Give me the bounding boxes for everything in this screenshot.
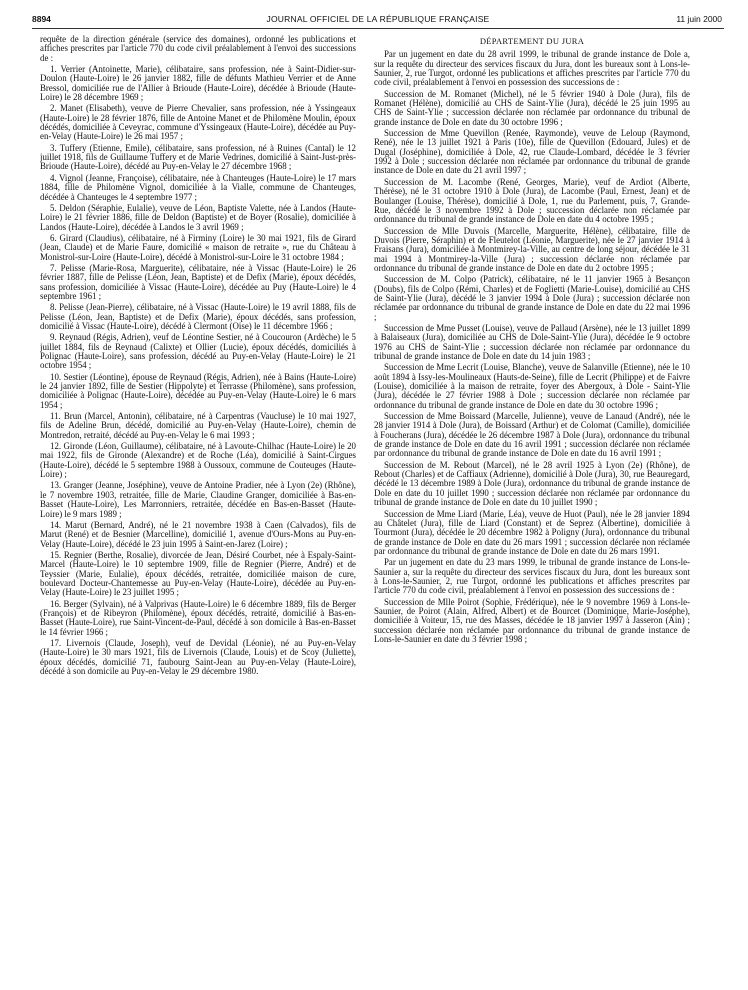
succession-paragraph: Succession de M. Rebout (Marcel), né le 28 avril 1925 à Lyon (2e) (Rhône), de Rebout (Charles) et de Caffiaux (Adrienne), domicilié à Dole (Jura), 30, rue Beauregard, décédé le 13 décembre 1989 à Dole (Jura), ordonnance du tribunal de grande instance de Dole en date du 10 juillet 1990 ; succession déclarée non réclamée par ordonnance du tribunal de grande instance de Dole en date du 10 juillet 1990 ;	[374, 459, 690, 508]
succession-entry: 3. Tuffery (Etienne, Emile), célibataire, sans profession, né à Ruines (Cantal) le 12 juillet 1918, fils de Guillaume Tuffery et de Marie Vedrines, domicilié à Saint-Just-près-Brioude (Haute-Loire), décédé au Puy-en-Velay le 27 décembre 1968 ;	[40, 142, 356, 172]
succession-entry: 8. Pelisse (Jean-Pierre), célibataire, né à Vissac (Haute-Loire) le 19 avril 1888, fils de Pelisse (Léon, Jean, Baptiste) et de Defix (Marie), époux décédés, sans profession, domicilié à Vissac (Haute-Loire), décédé à Clermont (Oise) le 11 décembre 1966 ;	[40, 302, 356, 331]
succession-paragraph: Succession de Mme Liard (Marie, Léa), veuve de Huot (Paul), née le 28 janvier 1894 au Châtelet (Jura), fille de Liard (Constant) et de Seprez (Albertine), domiciliée à Tourmont (Jura), décédée le 20 décembre 1982 à Poligny (Jura), ordonnance du tribunal de grande instance de Dole en date du 26 mars 1991 ; succession déclarée non réclamée par ordonnance du tribunal de grande instance de Dole en date du 26 mars 1991.	[374, 508, 690, 556]
succession-entry: 14. Marut (Bernard, André), né le 21 novembre 1938 à Caen (Calvados), fils de Marut (René) et de Besnier (Marcelline), domicilié 1, avenue d'Ours-Mons au Puy-en-Velay (Haute-Loire), décédé le 23 juin 1995 à Saint-en-Jarez (Loire) ;	[40, 519, 356, 549]
succession-paragraph: Succession de Mme Pusset (Louise), veuve de Pallaud (Arsène), née le 13 juillet 1899 à Balaiseaux (Jura), domiciliée au CHS de Dole-Saint-Ylie (Jura), décédée le 9 octobre 1976 au CHS de Saint-Ylie ; succession déclarée non réclamée par ordonnance du tribunal de grande instance de Dole en date du 14 juin 1983 ;	[374, 322, 690, 361]
succession-paragraph: Succession de M. Colpo (Patrick), célibataire, né le 11 janvier 1965 à Besançon (Doubs), fils de Colpo (Rémi, Charles) et de Foglietti (Marie-Louise), domicilié au CHS de Saint-Ylie (Jura), décédé le 3 janvier 1994 à Dole (Jura) ; succession déclarée non réclamée par ordonnance du tribunal de grande instance de Dole en date du 22 mai 1996 ;	[374, 274, 690, 322]
succession-entry: 4. Vignol (Jeanne, Françoise), célibataire, née à Chanteuges (Haute-Loire) le 17 mars 1884, fille de Philomène Vignol, domiciliée à la Vialle, commune de Chanteuges, décédée à Chanteuges le 4 septembre 1977 ;	[40, 172, 356, 202]
succession-paragraph: Succession de Mlle Duvois (Marcelle, Marguerite, Hélène), célibataire, fille de Duvois (Pierre, Séraphin) et de Fleutelot (Léonie, Marguerite), née le 27 janvier 1914 à Fraisans (Jura), domiciliée à Montmirey-la-Ville, au centre de long séjour, décédée le 31 mai 1994 à Montmirey-la-Ville (Jura) ; succession déclarée non réclamée par ordonnance du tribunal de grande instance de Dole en date du 2 octobre 1995 ;	[374, 225, 690, 273]
judgment-paragraph: Par un jugement en date du 28 avril 1999, le tribunal de grande instance de Dole a, sur la requête du directeur des services fiscaux du Jura, dont les bureaux sont à Lons-le-Saunier, 2, rue Turgot, ordonné les publications et affiches prescrites par l'article 770 du code civil, préalablement à l'envoi en possession des successions de :	[374, 49, 690, 88]
succession-entry: 5. Deldon (Séraphie, Eulalie), veuve de Léon, Baptiste Valette, née à Landos (Haute-Loire) le 21 février 1886, fille de Deldon (Baptiste) et de Boyer (Rosalie), domiciliée à Landos (Haute-Loire), décédée à Landos le 3 avril 1969 ;	[40, 202, 356, 232]
left-column	[40, 35, 356, 983]
section-heading: DÉPARTEMENT DU JURA	[479, 36, 585, 46]
succession-paragraph: Succession de Mme Quevillon (Renée, Raymonde), veuve de Leloup (Raymond, René), née le 13 juillet 1921 à Paris (10e), fille de Quevillon (Edouard, Jules) et de Dugal (Joséphine), domiciliée à Dole, 42, rue Claude-Lombard, décédée le 3 février 1992 à Dole ; succession déclarée non réclamée par ordonnance du tribunal de grande instance de Dole en date du 21 avril 1997 ;	[374, 128, 690, 176]
succession-entry: 15. Regnier (Berthe, Rosalie), divorcée de Jean, Désiré Courbet, née à Espaly-Saint-Marcel (Haute-Loire) le 10 septembre 1909, fille de Regnier (Pierre, André) et de Teyssier (Marie, Eulalie), époux décédés, retraitée, domiciliée maison de cure, boulevard Docteur-Chantemesse au Puy-en-Velay (Haute-Loire), décédée au Puy-en-Velay (Haute-Loire) le 23 juillet 1995 ;	[40, 549, 356, 598]
succession-entry: 11. Brun (Marcel, Antonin), célibataire, né à Carpentras (Vaucluse) le 10 mai 1927, fils de Adeline Brun, décédé, domicilié au Puy-en-Velay (Haute-Loire), chemin de Montredon, retraité, décédé au Puy-en-Velay le 6 mai 1993 ;	[40, 411, 356, 440]
succession-entry: 7. Pelisse (Marie-Rosa, Marguerite), célibataire, née à Vissac (Haute-Loire) le 26 février 1887, fille de Pelisse (Léon, Jean, Baptiste) et de Defix (Marie), époux décédés, sans profession, domiciliée à Vissac (Haute-Loire), décédée au Puy (Haute-Loire) le 4 septembre 1961 ;	[40, 262, 356, 301]
succession-paragraph: Succession de Mlle Poirot (Sophie, Frédérique), née le 9 novembre 1969 à Lons-le-Saunier, de Poirot (Alain, Alfred, Albert) et de Bourcet (Dominique, Marie-Joséphe), domiciliée à Voiteur, 15, rue des Masses, décédée le 18 janvier 1997 à Jasseron (Ain) ; succession déclarée non réclamée par ordonnance du tribunal de grande instance de Lons-le-Saunier en date du 3 février 1998 ;	[374, 596, 690, 644]
succession-entry: 1. Verrier (Antoinette, Marie), célibataire, sans profession, née à Saint-Didier-sur-Doulon (Haute-Loire) le 26 janvier 1882, fille de défunts Mathieu Verrier et de Anne Bressol, domiciliée rue de l'Allier à Brioude (Haute-Loire), décédée à Brioude (Haute-Loire) le 28 décembre 1969 ;	[40, 64, 356, 103]
succession-entry: 6. Girard (Claudius), célibataire, né à Firminy (Loire) le 30 mai 1921, fils de Girard (Jean, Claude) et de Marie Faure, domicilié « maison de retraite », rue du Château à Monistrol-sur-Loire (Haute-Loire), décédé à Monistrol-sur-Loire le 31 octobre 1984 ;	[40, 232, 356, 262]
intro-paragraph: requête de la direction générale (service des domaines), ordonné les publications et affiches prescrites par l'article 770 du code civil préalablement à l'envoi des successions de :	[40, 35, 356, 63]
succession-paragraph: Succession de Mme Lecrit (Louise, Blanche), veuve de Salanville (Etienne), née le 10 août 1894 à Issy-les-Moulineaux (Hauts-de-Seine), fille de Lecrit (Philippe) et de Faivre (Louise), domiciliée à la maison de retraite, foyer des Abergoux, à Dole - Saint-Ylie (Jura), décédée le 27 février 1988 à Dole ; succession déclarée non réclamée par ordonnance du tribunal de grande instance de Dole en date du 30 octobre 1996 ;	[374, 362, 690, 410]
succession-entry: 13. Granger (Jeanne, Joséphine), veuve de Antoine Pradier, née à Lyon (2e) (Rhône), le 7 novembre 1903, retraitée, fille de Marie, Claudine Granger, domiciliée à Bas-en-Basset (Haute-Loire), Les Marronniers, retraitée, décédée en Bas-en-Basset (Haute-Loire) le 9 mars 1989 ;	[40, 480, 356, 519]
succession-paragraph: Succession de Mme Boissard (Marcelle, Julienne), veuve de Lanaud (André), née le 28 janvier 1914 à Dole (Jura), de Boissard (Arthur) et de Colomat (Camille), domiciliée à Foucherans (Jura), décédée le 26 décembre 1987 à Dole (Jura), ordonnance du tribunal de grande instance de Dole en date du 16 avril 1991 ; succession déclarée non réclamée par ordonnance du tribunal de grande instance de Dole en date du 16 avril 1991 ;	[374, 411, 690, 459]
succession-entry: 16. Berger (Sylvain), né à Valprivas (Haute-Loire) le 6 décembre 1889, fils de Berger (François) et de Ribeyron (Philomène), époux décédés, retraité, domicilié à Bas-en-Basset (Haute-Loire), rue Saint-Vincent-de-Paul, décédé à son domicile à Bas-en-Basset le 14 février 1966 ;	[40, 598, 356, 637]
succession-paragraph: Succession de M. Romanet (Michel), né le 5 février 1940 à Dole (Jura), fils de Romanet (Hélène), domicilié au CHS de Saint-Ylie (Jura), décédé le 25 juin 1995 au CHS de Saint-Ylie ; succession déclarée non réclamée par ordonnance du tribunal de grande instance de Dole en date du 30 octobre 1996 ;	[374, 88, 690, 127]
page-header	[32, 14, 724, 29]
judgment-paragraph: Par un jugement en date du 23 mars 1999, le tribunal de grande instance de Lons-le-Saunier a, sur la requête du directeur des services fiscaux du Jura, dont les bureaux sont à Lons-le-Saunier, 2, rue Turgot, ordonné les publications et affiches prescrites par l'article 770 du code civil, préalablement à l'envoi en possession des successions de :	[374, 557, 690, 596]
succession-entry: 12. Gironde (Léon, Guillaume), célibataire, né à Lavoute-Chilhac (Haute-Loire) le 20 mai 1922, fils de Gironde (Alexandre) et de Roche (Léa), domicilié à Saint-Cirgues (Haute-Loire), décédé le 5 septembre 1988 à Oussoux, commune de Couteuges (Haute-Loire) ;	[40, 441, 356, 480]
page-number: 8894	[32, 14, 51, 24]
succession-entry: 9. Reynaud (Régis, Adrien), veuf de Léontine Sestier, né à Coucouron (Ardèche) le 5 juillet 1884, fils de Reynaud (Calixte) et Ollier (Lucie), époux décédés, domiciliés à Polignac (Haute-Loire), sans profession, décédé au Puy-en-Velay (Haute-Loire) le 21 octobre 1954 ;	[40, 332, 356, 371]
succession-paragraph: Succession de M. Lacombe (René, Georges, Marie), veuf de Ardiot (Alberte, Thérèse), né le 31 octobre 1910 à Dole (Jura), de Lacombe (Paul, Ernest, Jean) et de Boulanger (Louise, Thérèse), domicilié à Dole, 1, rue du Parlement, puis, 7, Grande-Rue, décédé le 3 novembre 1992 à Dole ; succession déclarée non réclamée par ordonnance du tribunal de grande instance de Dole en date du 4 octobre 1995 ;	[374, 176, 690, 225]
right-column	[374, 35, 690, 983]
issue-date: 11 juin 2000	[676, 14, 722, 24]
succession-entry: 10. Sestier (Léontine), épouse de Reynaud (Régis, Adrien), née à Bains (Haute-Loire) le 24 janvier 1892, fille de Sestier (Hippolyte) et Terrasse (Philomène), sans profession, domiciliée à Polignac (Haute-Loire), décédée au Puy-en-Velay (Haute-Loire) le 6 mars 1954 ;	[40, 371, 356, 410]
succession-entry: 2. Manet (Elisabeth), veuve de Pierre Chevalier, sans profession, née à Yssingeaux (Haute-Loire) le 28 février 1876, fille de Antoine Manet et de Philomène Moulin, époux décédés, domiciliée à Ceveyrac, commune d'Yssingeaux (Haute-Loire), décédée au Puy-en-Velay (Haute-Loire) le 26 mai 1957 ;	[40, 103, 356, 142]
succession-entry: 17. Livernois (Claude, Joseph), veuf de Devidal (Léonie), né au Puy-en-Velay (Haute-Loire) le 30 mars 1921, fils de Livernois (Claude, Louis) et de Scoy (Juliette), époux décédés, domicilié 71, faubourg Saint-Jean au Puy-en-Velay (Haute-Loire), décédé à son domicile au Puy-en-Velay le 29 décembre 1980.	[40, 637, 356, 676]
journal-title: JOURNAL OFFICIEL DE LA RÉPUBLIQUE FRANÇAISE	[266, 14, 490, 24]
